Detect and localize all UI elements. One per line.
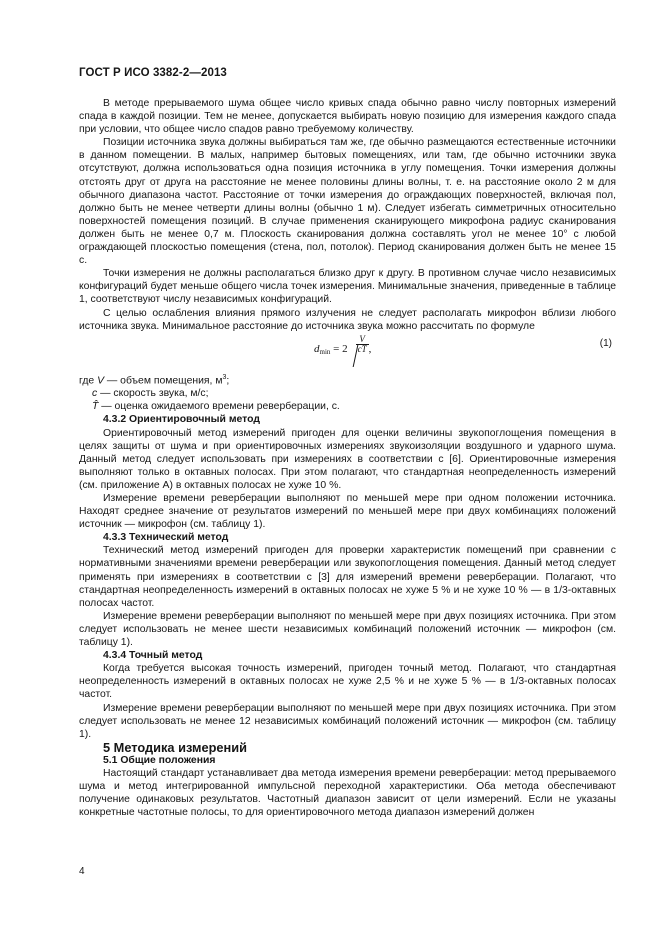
paragraph: Измерение времени реверберации выполняют по меньшей мере при двух позициях источника. При этом следует использовать не менее шести независимых комбинаций положений источник — микрофон (см. таблицу 1). bbox=[79, 610, 616, 649]
formula-number: (1) bbox=[599, 337, 612, 349]
paragraph: Измерение времени реверберации выполняют по меньшей мере при двух позициях источника. При этом следует использовать не менее 12 независимых комбинаций положений источник — микрофон (см. таблицу 1). bbox=[79, 702, 616, 740]
paragraph: В методе прерываемого шума общее число кривых спада обычно равно числу повторных измерений спада в каждой позиции. Тем не менее, допускается выбирать новую позицию для измерения каждого спада при условии, что общее число спадов равно требуемому количеству. bbox=[79, 98, 616, 136]
heading-5-1: 5.1 Общие положения bbox=[103, 754, 216, 766]
heading-4-3-4: 4.3.4 Точный метод bbox=[103, 650, 203, 662]
formula-expression bbox=[314, 334, 372, 359]
document-body bbox=[79, 97, 616, 819]
sqrt-sign-icon bbox=[348, 334, 369, 356]
formula-tail: , bbox=[368, 342, 372, 355]
document-header: ГОСТ Р ИСО 3382-2—2013 bbox=[79, 67, 227, 79]
formula-eq: = 2 bbox=[330, 342, 348, 355]
paragraph: Когда требуется высокая точность измерений, пригоден точный метод. Полагают, что стандартная неопределенность измерений в октавных полосах не хуже 2,5 % и не хуже 5 % — в 1/3-октавных полосах частот. bbox=[79, 663, 616, 701]
heading-section-5: 5 Методика измерений bbox=[103, 739, 247, 755]
paragraph: Настоящий стандарт устанавливает два метода измерения времени реверберации: метод прерываемого шума и метод интегрированной импульсной переходной характеристики. Оба метода обеспечивают получение одинаковых результатов. Частотный диапазон зависит от цели измерений. Если не указаны конкретные частотные полосы, то для ориентировочного метода диапазон измерений должен bbox=[79, 767, 616, 819]
paragraph: Точки измерения не должны располагаться близко друг к другу. В противном случае число независимых конфигураций будет меньше общего числа точек измерения. Минимальные значения, приведенные в таблице 1, соответствуют числу независимых конфигураций. bbox=[79, 268, 616, 306]
paragraph: Ориентировочный метод измерений пригоден для оценки величины звукопоглощения помещения в целях защиты от шума и при ориентировочных измерениях звукоизоляции воздушного и ударного шума. Данный метод следует использовать при измерениях в соответствии с [6]. Ориентировочные измерения выполняют только в октавных полосах. При этом полагают, что стандартная неопределенность измерений (см. приложение А) в октавных полосах не хуже 10 %. bbox=[79, 427, 616, 491]
definition-t: T̂ — оценка ожидаемого времени реверберации, с. bbox=[92, 401, 340, 413]
formula-definitions bbox=[79, 371, 616, 414]
formula-1 bbox=[79, 335, 616, 371]
formula-lhs-sub: min bbox=[319, 347, 331, 356]
definition-v: где V — объем помещения, $м^3$; bbox=[79, 373, 230, 387]
paragraph: Измерение времени реверберации выполняют по меньшей мере при одном положении источника. Находят среднее значение от результатов измерений по меньшей мере при двух комбинациях положений источник — микрофон (см. таблицу 1). bbox=[79, 493, 616, 531]
definition-c: c — скорость звука, м/с; bbox=[92, 388, 209, 400]
paragraph: Позиции источника звука должны выбираться там же, где обычно размещаются естественные источники в данном помещении. В малых, например бытовых помещениях, или там, где обычно источники звука отсутствуют, должна использоваться одна позиция источника в углу помещения. Точки измерения должны отстоять друг от друга на расстояние не менее половины длины волны, т. е. на расстояние около 2 м для обычного диапазона частот. Расстояние от точки измерения до ограждающих поверхностей, включая пол, должно быть не менее четверти длины волны (обычно 1 м). Следует избегать симметричных относительно поверхностей помещения позиций. В случае применения сканирующего микрофона радиус сканирования должен быть не менее 0,7 м. Плоскость сканирования должна составлять угол не менее 10° с любой ограждающей плоскостью помещения (стена, пол, потолок). Период сканирования должен быть не менее 15 с. bbox=[79, 137, 616, 267]
page-number: 4 bbox=[79, 866, 85, 877]
heading-4-3-3: 4.3.3 Технический метод bbox=[103, 532, 229, 544]
formula-lhs: d bbox=[314, 342, 320, 355]
formula-denominator: cT̂ bbox=[357, 344, 367, 355]
heading-4-3-2: 4.3.2 Ориентировочный метод bbox=[103, 414, 260, 426]
paragraph: Технический метод измерений пригоден для проверки характеристик помещений при сравнении с нормативными значениями времени реверберации или звукопоглощения помещения. Данный метод следует применять при измерениях в соответствии с [3] для измерений времени реверберации. Полагают, что стандартная неопределенность измерений в октавных полосах не хуже 5 % и не хуже 10 % — в 1/3-октавных полосах частот. bbox=[79, 545, 616, 609]
formula-fraction bbox=[356, 334, 369, 355]
formula-numerator: V bbox=[359, 334, 365, 345]
paragraph: С целью ослабления влияния прямого излучения не следует располагать микрофон вблизи любого источника звука. Минимальное расстояние до источника звука можно рассчитать по формуле bbox=[79, 307, 616, 332]
